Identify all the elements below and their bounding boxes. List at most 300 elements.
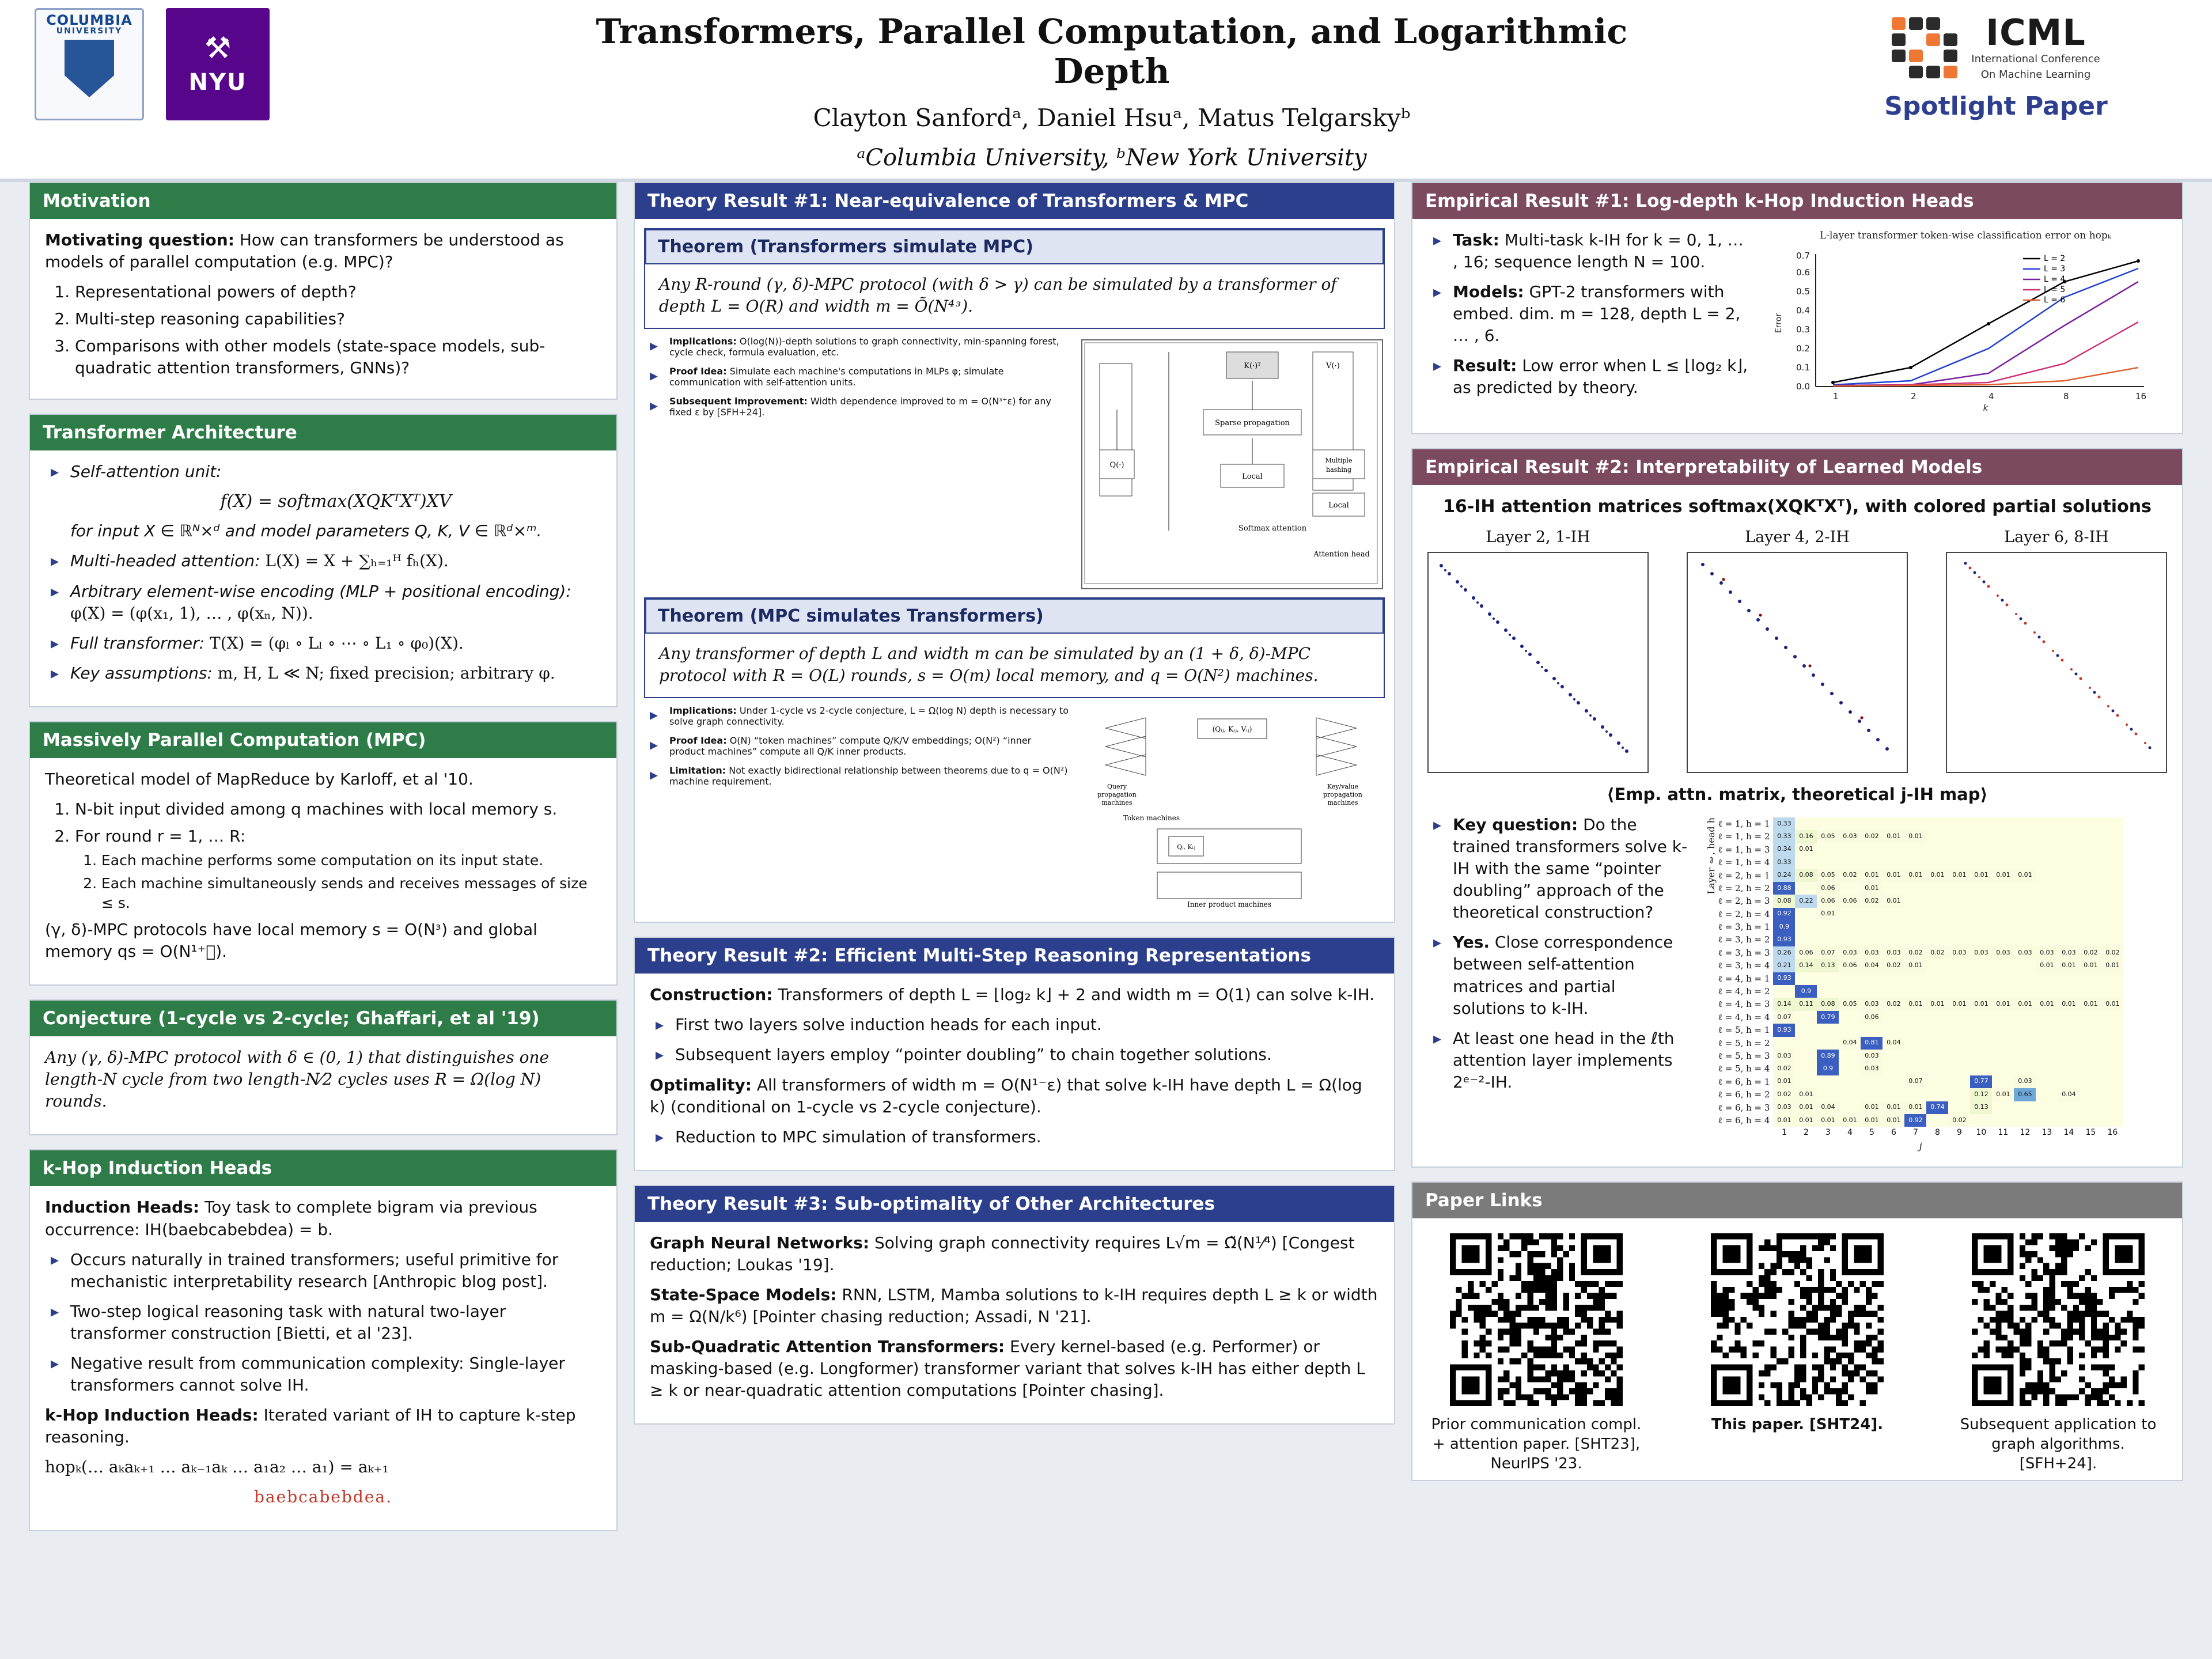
result3-gnn-label: Graph Neural Networks: bbox=[650, 1233, 870, 1252]
result2-construction-text: Transformers of depth L = ⌊log₂ k⌋ + 2 and width m = O(1) can solve k-IH. bbox=[778, 985, 1375, 1005]
heatmap-cell bbox=[1883, 882, 1904, 895]
heatmap-cell bbox=[2080, 985, 2101, 998]
heatmap-cell bbox=[1992, 1011, 2014, 1024]
heatmap-cell bbox=[2080, 1114, 2101, 1127]
title-block bbox=[565, 12, 1659, 171]
heatmap-cell bbox=[1883, 1011, 1904, 1024]
heatmap-cell bbox=[1861, 817, 1883, 830]
emp1-item-0-lead: Task: bbox=[1453, 230, 1499, 249]
heatmap-row bbox=[1718, 1075, 2124, 1088]
heatmap-cell bbox=[1992, 908, 2014, 921]
heatmap-row bbox=[1718, 1101, 2124, 1114]
heatmap-cell: 0.9 bbox=[1817, 1062, 1839, 1075]
heatmap-cell: 0.01 bbox=[2036, 959, 2058, 972]
heatmap-cell bbox=[1992, 1037, 2014, 1050]
khop-induction-label: Induction Heads: bbox=[45, 1198, 200, 1217]
heatmap-cell bbox=[1926, 882, 1948, 895]
heatmap-cell bbox=[1904, 1011, 1926, 1024]
heatmap-cell: 0.93 bbox=[1773, 933, 1795, 946]
heatmap-cell bbox=[2080, 921, 2101, 933]
heatmap-cell bbox=[2080, 1024, 2101, 1036]
section-khop-title: k-Hop Induction Heads bbox=[30, 1150, 616, 1186]
spotlight-badge: Spotlight Paper bbox=[1884, 92, 2108, 121]
heatmap-cell: 0.33 bbox=[1773, 830, 1795, 843]
heatmap-cell: 0.01 bbox=[1883, 869, 1904, 882]
theorem-1-title: Theorem (Transformers simulate MPC) bbox=[645, 229, 1384, 264]
heatmap-cell: 0.03 bbox=[1861, 1050, 1883, 1062]
list-item bbox=[644, 765, 1069, 787]
motivation-question-text: How can transformers be understood as models of parallel computation (e.g. MPC)? bbox=[45, 230, 564, 272]
section-theory-result-1 bbox=[634, 182, 1395, 923]
heatmap-cell: 0.01 bbox=[1926, 998, 1948, 1010]
heatmap-cell bbox=[2101, 830, 2123, 843]
heatmap-cell bbox=[1839, 1088, 1861, 1101]
thm2-item-1-lead: Proof Idea: bbox=[669, 735, 727, 747]
heatmap-cell bbox=[2080, 843, 2101, 856]
svg-text:hashing: hashing bbox=[1325, 466, 1352, 474]
mpc-list bbox=[45, 798, 601, 913]
svg-text:(Qᵢⱼ, Kᵢⱼ, Vᵢⱼ): (Qᵢⱼ, Kᵢⱼ, Vᵢⱼ) bbox=[1212, 725, 1252, 734]
heatmap-cell: 0.03 bbox=[1883, 946, 1904, 959]
heatmap-cell: 0.02 bbox=[1948, 1114, 1970, 1127]
heatmap-xtick: 10 bbox=[1976, 1128, 1987, 1138]
heatmap-cell bbox=[1948, 972, 1970, 985]
attention-matrix-3 bbox=[1946, 527, 2167, 773]
heatmap-cell: 0.03 bbox=[2036, 946, 2058, 959]
section-theory-result-2 bbox=[634, 937, 1395, 1171]
heatmap-cell bbox=[1817, 856, 1839, 869]
heatmap-row-label: ℓ = 4, h = 4 bbox=[1718, 1012, 1770, 1022]
svg-text:Local: Local bbox=[1242, 472, 1263, 482]
khop-formula: hopₖ(… aₖaₖ₊₁ … aₖ₋₁aₖ … a₁a₂ … a₁) = aₖ₊₁ bbox=[45, 1457, 389, 1477]
heatmap-cell: 0.08 bbox=[1817, 998, 1839, 1010]
heatmap-cell: 0.01 bbox=[1883, 1114, 1904, 1127]
heatmap-cell: 0.04 bbox=[1817, 1101, 1839, 1114]
heatmap-cell: 0.01 bbox=[1926, 869, 1948, 882]
heatmap-cell bbox=[1948, 1011, 1970, 1024]
heatmap-cell bbox=[1992, 933, 2014, 946]
heatmap-cell bbox=[1839, 1062, 1861, 1075]
torch-icon: ⚒ bbox=[204, 31, 232, 66]
heatmap-cell: 0.77 bbox=[1970, 1075, 1992, 1088]
icml-wordmark: ICML bbox=[1986, 12, 2086, 54]
arch-item-4-after: m, H, L ≪ N; fixed precision; arbitrary φ. bbox=[217, 663, 555, 683]
heatmap-cell: 0.01 bbox=[1861, 1101, 1883, 1114]
attention-matrix-1-plot bbox=[1427, 552, 1649, 773]
heatmap-cell bbox=[1861, 843, 1883, 856]
heatmap-xtick: 13 bbox=[2041, 1128, 2052, 1138]
svg-text:Q(·): Q(·) bbox=[1109, 461, 1124, 470]
heatmap-cell bbox=[2080, 1062, 2101, 1075]
heatmap-cell bbox=[1795, 921, 1817, 933]
heatmap-cell bbox=[2058, 895, 2080, 907]
heatmap-cell bbox=[1817, 972, 1839, 985]
heatmap-cell bbox=[1926, 1050, 1948, 1062]
heatmap-row-label: ℓ = 2, h = 1 bbox=[1718, 870, 1770, 881]
heatmap-cell bbox=[1883, 1062, 1904, 1075]
heatmap-cell bbox=[2014, 1024, 2036, 1036]
heatmap-cell bbox=[1817, 985, 1839, 998]
section-architecture-title: Transformer Architecture bbox=[30, 415, 616, 450]
heatmap-cell bbox=[1883, 1088, 1904, 1101]
heatmap-row-label: ℓ = 3, h = 4 bbox=[1718, 960, 1770, 971]
heatmap-cell: 0.01 bbox=[2058, 959, 2080, 972]
heatmap-cell bbox=[1926, 895, 1948, 907]
section-theory-result-3 bbox=[634, 1185, 1395, 1425]
heatmap-cell bbox=[2101, 869, 2123, 882]
section-theory-result-3-title: Theory Result #3: Sub-optimality of Other Architectures bbox=[635, 1186, 1394, 1222]
heatmap-cell bbox=[1926, 908, 1948, 921]
heatmap-cell: 0.33 bbox=[1773, 817, 1795, 830]
heatmap-cell bbox=[1817, 921, 1839, 933]
heatmap-cell bbox=[1970, 1062, 1992, 1075]
heatmap-cell bbox=[2036, 856, 2058, 869]
heatmap-cell bbox=[2101, 895, 2123, 907]
heatmap-cell bbox=[1992, 882, 2014, 895]
heatmap-row bbox=[1718, 959, 2124, 972]
heatmap-cell bbox=[1970, 933, 1992, 946]
heatmap-row-label: ℓ = 2, h = 4 bbox=[1718, 908, 1770, 919]
heatmap-cell: 0.01 bbox=[1970, 869, 1992, 882]
heatmap-cell bbox=[1992, 985, 2014, 998]
heatmap-row-label: ℓ = 6, h = 4 bbox=[1718, 1115, 1770, 1126]
figure-transformer-simulates-mpc bbox=[1081, 339, 1383, 589]
list-item: ▸ Occurs naturally in trained transformers; useful primitive for mechanistic interpretability research [Anthropic blog post]. bbox=[45, 1249, 601, 1293]
heatmap-cell bbox=[2036, 1114, 2058, 1127]
heatmap-cell bbox=[2080, 817, 2101, 830]
qr-code-this-paper-icon[interactable] bbox=[1711, 1233, 1884, 1406]
svg-text:Multiple: Multiple bbox=[1325, 457, 1353, 465]
heatmap-cell bbox=[1773, 985, 1795, 998]
heatmap-cell: 0.92 bbox=[1904, 1114, 1926, 1127]
heatmap-cell bbox=[1861, 1075, 1883, 1088]
heatmap-cell bbox=[2036, 817, 2058, 830]
heatmap-cell: 0.79 bbox=[1817, 1011, 1839, 1024]
heatmap-row-label: ℓ = 6, h = 2 bbox=[1718, 1089, 1770, 1100]
heatmap-axis-pad bbox=[1718, 1127, 1774, 1139]
heatmap-cell: 0.08 bbox=[1773, 895, 1795, 907]
heatmap-cell bbox=[1948, 1088, 1970, 1101]
heatmap-cell bbox=[1904, 985, 1926, 998]
result3-ssm-label: State-Space Models: bbox=[650, 1285, 837, 1304]
heatmap-cell: 0.03 bbox=[2014, 1075, 2036, 1088]
list-item: 1. Representational powers of depth? bbox=[75, 281, 601, 303]
heatmap-ylabel: Layer ℓ, head h bbox=[1706, 817, 1717, 895]
list-item bbox=[644, 735, 1069, 757]
heatmap-cell bbox=[1992, 830, 2014, 843]
mpc-item-1-text: For round r = 1, … R: bbox=[75, 826, 246, 846]
heatmap-cell bbox=[2036, 1024, 2058, 1036]
svg-text:0.6: 0.6 bbox=[1796, 267, 1810, 278]
architecture-list bbox=[45, 461, 601, 684]
heatmap-cell: 0.01 bbox=[1795, 843, 1817, 856]
heatmap-cell: 0.03 bbox=[1861, 998, 1883, 1010]
list-item bbox=[644, 396, 1069, 418]
heatmap-cell bbox=[1839, 972, 1861, 985]
heatmap-cell bbox=[1970, 830, 1992, 843]
thm1-item-0-text: O(log(N))-depth solutions to graph connectivity, min-spanning forest, cycle check, formula evaluation, etc. bbox=[669, 336, 1059, 358]
heatmap-cell bbox=[2058, 869, 2080, 882]
heatmap-cell: 0.14 bbox=[1773, 998, 1795, 1010]
emp2-item-0-lead: Key question: bbox=[1453, 815, 1578, 834]
heatmap-cell bbox=[1948, 895, 1970, 907]
heatmap-cell: 0.01 bbox=[1904, 998, 1926, 1010]
list-item: 1. N-bit input divided among q machines with local memory s. bbox=[75, 798, 601, 820]
svg-text:16: 16 bbox=[2135, 391, 2147, 402]
heatmap-cell: 0.06 bbox=[1861, 1011, 1883, 1024]
svg-text:Softmax attention: Softmax attention bbox=[1238, 524, 1307, 533]
heatmap-cell bbox=[1970, 985, 1992, 998]
heatmap-cell bbox=[2036, 1101, 2058, 1114]
svg-text:0.0: 0.0 bbox=[1796, 381, 1810, 392]
heatmap-cell: 0.01 bbox=[2101, 998, 2123, 1010]
heatmap-cell: 0.24 bbox=[1773, 869, 1795, 882]
heatmap-cell bbox=[1970, 817, 1992, 830]
heatmap-cell bbox=[2058, 856, 2080, 869]
heatmap-cell bbox=[1795, 1062, 1817, 1075]
list-item: ▸ Subsequent layers employ “pointer doubling” to chain together solutions. bbox=[650, 1044, 1379, 1066]
heatmap-cell bbox=[2036, 1062, 2058, 1075]
svg-text:0.4: 0.4 bbox=[1796, 305, 1810, 316]
heatmap-row bbox=[1718, 972, 2124, 985]
heatmap-cell: 0.02 bbox=[2101, 946, 2123, 959]
heatmap-row-label: ℓ = 5, h = 3 bbox=[1718, 1050, 1770, 1061]
heatmap-cell bbox=[1795, 1075, 1817, 1088]
heatmap-cell bbox=[2014, 933, 2036, 946]
heatmap-cell: 0.01 bbox=[1817, 908, 1839, 921]
heatmap-xtick: 9 bbox=[1956, 1128, 1962, 1138]
heatmap-cell: 0.04 bbox=[2058, 1088, 2080, 1101]
emp2-item-1-lead: Yes. bbox=[1453, 933, 1490, 952]
heatmap-cell: 0.06 bbox=[1817, 895, 1839, 907]
heatmap-cell bbox=[2014, 1011, 2036, 1024]
heatmap-cell bbox=[1948, 959, 1970, 972]
heatmap-cell bbox=[2080, 1037, 2101, 1050]
qr-code-prior-icon[interactable] bbox=[1450, 1233, 1623, 1406]
svg-text:L = 2: L = 2 bbox=[2044, 254, 2066, 264]
list-item bbox=[644, 366, 1069, 388]
section-empirical-1 bbox=[1411, 182, 2183, 434]
attention-matrix-1-label: Layer 2, 1-IH bbox=[1486, 528, 1590, 546]
heatmap-cell bbox=[1992, 972, 2014, 985]
list-item bbox=[45, 550, 601, 572]
section-mpc-title: Massively Parallel Computation (MPC) bbox=[30, 722, 616, 758]
heatmap-cell bbox=[2101, 921, 2123, 933]
svg-text:8: 8 bbox=[2063, 391, 2069, 402]
qr-item-subsequent[interactable] bbox=[1952, 1233, 2165, 1474]
heatmap-cell bbox=[2036, 908, 2058, 921]
svg-text:Inner product machines: Inner product machines bbox=[1187, 900, 1272, 909]
svg-text:machines: machines bbox=[1327, 799, 1358, 807]
heatmap-cell bbox=[2014, 1037, 2036, 1050]
heatmap-cell bbox=[1795, 1024, 1817, 1036]
heatmap-row-label: ℓ = 3, h = 1 bbox=[1718, 922, 1770, 933]
list-item bbox=[1427, 931, 1692, 1019]
svg-text:Error: Error bbox=[1774, 313, 1783, 334]
heatmap-cell bbox=[2058, 933, 2080, 946]
heatmap-cell bbox=[1839, 1101, 1861, 1114]
theorem-1-implications-list bbox=[644, 336, 1069, 418]
heatmap-cell bbox=[2080, 1101, 2101, 1114]
svg-text:Local: Local bbox=[1328, 501, 1349, 510]
heatmap-row bbox=[1718, 1037, 2124, 1050]
heatmap-cell bbox=[1861, 921, 1883, 933]
heatmap-cell bbox=[2058, 1101, 2080, 1114]
heatmap-cell bbox=[2036, 1037, 2058, 1050]
heatmap-cell: 0.01 bbox=[1883, 895, 1904, 907]
heatmap-cell bbox=[1926, 817, 1948, 830]
heatmap-xtick: 6 bbox=[1891, 1128, 1896, 1138]
heatmap-cell bbox=[1904, 933, 1926, 946]
heatmap-cell: 0.01 bbox=[1904, 1101, 1926, 1114]
heatmap-cell bbox=[1926, 1024, 1948, 1036]
heatmap-row bbox=[1718, 843, 2124, 856]
heatmap-cell: 0.02 bbox=[1926, 946, 1948, 959]
arch-item-2-lead: Arbitrary element-wise encoding (MLP + positional encoding): bbox=[70, 581, 571, 601]
svg-text:Token machines: Token machines bbox=[1123, 814, 1180, 823]
attention-matrix-1 bbox=[1427, 527, 1649, 773]
svg-text:Attention head: Attention head bbox=[1313, 550, 1370, 559]
list-item: ▸ First two layers solve induction heads for each input. bbox=[650, 1014, 1379, 1036]
heatmap-cell: 0.01 bbox=[1773, 1075, 1795, 1088]
heatmap-cell bbox=[2058, 830, 2080, 843]
figure-mpc-simulates-transformer bbox=[1082, 711, 1382, 918]
heatmap-cell bbox=[1970, 895, 1992, 907]
heatmap-row bbox=[1718, 856, 2124, 869]
emp1-item-2-text: Low error when L ≤ ⌊log₂ k⌋, as predicted by theory. bbox=[1453, 356, 1748, 397]
emp2-item-1-text: Close correspondence between self-attention matrices and partial solutions to k-IH. bbox=[1453, 933, 1673, 1018]
heatmap-cell bbox=[2036, 1050, 2058, 1062]
heatmap-cell bbox=[2014, 895, 2036, 907]
heatmap-cell bbox=[1904, 972, 1926, 985]
heatmap-cell bbox=[1904, 882, 1926, 895]
theorem-1-body: Any R-round (γ, δ)-MPC protocol (with δ > γ) can be simulated by a transformer of depth L = O(R) and width m = Õ(N⁴ᶟ). bbox=[659, 275, 1337, 316]
heatmap-cell: 0.01 bbox=[1904, 830, 1926, 843]
heatmap-cell bbox=[2058, 908, 2080, 921]
khop-text: Iterated variant of IH to capture k-step reasoning. bbox=[45, 1406, 576, 1447]
heatmap-cell bbox=[1926, 856, 1948, 869]
heatmap-xtick: 3 bbox=[1825, 1128, 1831, 1138]
heatmap-cell bbox=[1992, 1050, 2014, 1062]
list-item bbox=[644, 336, 1069, 358]
heatmap-cell: 0.03 bbox=[1970, 946, 1992, 959]
heatmap-cell: 0.02 bbox=[1861, 895, 1883, 907]
error-vs-k-chart bbox=[1764, 229, 2167, 419]
section-empirical-1-title: Empirical Result #1: Log-depth k-Hop Induction Heads bbox=[1412, 183, 2182, 219]
result2-construction-label: Construction: bbox=[650, 985, 773, 1005]
heatmap-cell: 0.07 bbox=[1817, 946, 1839, 959]
list-item: 1. Each machine performs some computation on its input state. bbox=[101, 851, 601, 870]
heatmap-cell bbox=[1839, 817, 1861, 830]
heatmap-cell bbox=[1970, 959, 1992, 972]
heatmap-cell bbox=[1926, 1114, 1948, 1127]
attention-matrix-2-plot bbox=[1687, 552, 1908, 773]
heatmap-cell: 0.01 bbox=[1795, 1088, 1817, 1101]
list-item bbox=[45, 581, 601, 624]
result3-sub-text: Every kernel-based (e.g. Performer) or masking-based (e.g. Longformer) transformer variant that solves k-IH has either depth L ≥ k or near-quadratic attention computations [Pointer chasing]. bbox=[650, 1337, 1365, 1400]
heatmap-cell: 0.01 bbox=[1883, 1101, 1904, 1114]
heatmap-cell: 0.02 bbox=[1883, 998, 1904, 1010]
section-conjecture-title: Conjecture (1-cycle vs 2-cycle; Ghaffari, et al '19) bbox=[30, 1001, 616, 1036]
heatmap-cell bbox=[1992, 1024, 2014, 1036]
heatmap-row bbox=[1718, 1024, 2124, 1036]
heatmap-cell bbox=[2058, 1024, 2080, 1036]
heatmap-cell: 0.03 bbox=[1992, 946, 2014, 959]
heatmap-cell bbox=[2080, 972, 2101, 985]
arch-item-0-formula: f(X) = softmax(XQKᵀXᵀ)XV bbox=[220, 491, 452, 512]
mpc-closing: (γ, δ)-MPC protocols have local memory s = O(Nᶟ) and global memory qs = O(N¹⁺᷾). bbox=[45, 920, 537, 961]
heatmap-cell bbox=[1839, 843, 1861, 856]
theorem-2-implications-list bbox=[644, 705, 1069, 787]
heatmap-xtick: 2 bbox=[1803, 1128, 1809, 1138]
section-motivation-title: Motivation bbox=[30, 183, 616, 219]
heatmap-cell bbox=[1926, 921, 1948, 933]
result3-gnn-text: Solving graph connectivity requires L√m = Ω̃(N¹⁄⁴) [Congest reduction; Loukas '19]. bbox=[650, 1233, 1355, 1274]
thm2-item-0-lead: Implications: bbox=[669, 705, 737, 717]
qr-item-this-paper[interactable] bbox=[1691, 1233, 1904, 1474]
heatmap-cell bbox=[1970, 1050, 1992, 1062]
heatmap-cell bbox=[1948, 921, 1970, 933]
heatmap-cell: 0.01 bbox=[2036, 998, 2058, 1010]
qr-code-subsequent-icon[interactable] bbox=[1972, 1233, 2145, 1406]
heatmap-row-label: ℓ = 4, h = 3 bbox=[1718, 999, 1770, 1010]
heatmap-cell bbox=[1839, 1011, 1861, 1024]
conjecture-body: Any (γ, δ)-MPC protocol with δ ∈ (0, 1) that distinguishes one length-N cycle from two length-N⁄2 cycles uses R = Ω(log N) rounds. bbox=[45, 1048, 550, 1111]
heatmap-caption: ⟨Emp. attn. matrix, theoretical j-IH map⟩ bbox=[1607, 784, 1988, 804]
heatmap-cell bbox=[2101, 843, 2123, 856]
thm2-item-2-text: Not exactly bidirectional relationship between theorems due to q = O(N²) machine requirement. bbox=[669, 765, 1068, 787]
qr-item-prior[interactable] bbox=[1430, 1233, 1643, 1474]
heatmap-cell bbox=[2101, 1062, 2123, 1075]
heatmap-cell bbox=[1992, 817, 2014, 830]
heatmap-cell bbox=[1926, 1037, 1948, 1050]
heatmap-cell bbox=[2058, 882, 2080, 895]
heatmap-cell: 0.16 bbox=[1795, 830, 1817, 843]
attention-matrix-3-plot bbox=[1946, 552, 2167, 773]
heatmap-cell bbox=[1970, 921, 1992, 933]
heatmap-cell bbox=[2101, 933, 2123, 946]
list-item: 2. Multi-step reasoning capabilities? bbox=[75, 308, 601, 330]
heatmap-cell bbox=[2101, 1011, 2123, 1024]
result3-ssm-text: RNN, LSTM, Mamba solutions to k-IH requires depth L ≥ k or width m = Ω(N/k⁶) [Pointer chasing reduction; Assadi, N '21]. bbox=[650, 1285, 1378, 1327]
heatmap-row bbox=[1718, 921, 2124, 933]
heatmap-cell bbox=[1795, 882, 1817, 895]
columbia-logo-top: COLUMBIA bbox=[46, 12, 132, 28]
heatmap-cell bbox=[1970, 1011, 1992, 1024]
arch-item-1-after: L(X) = X + ∑ₕ₌₁ᴴ fₕ(X). bbox=[265, 551, 449, 571]
heatmap-cell bbox=[2101, 1024, 2123, 1036]
heatmap-cell bbox=[2080, 895, 2101, 907]
theorem-2-body: Any transformer of depth L and width m can be simulated by an (1 + δ, δ)-MPC protocol with R = O(L) rounds, s = O(m) local memory, and q = O(N²) machines. bbox=[659, 644, 1319, 685]
heatmap-cell bbox=[1773, 1037, 1795, 1050]
heatmap-cell bbox=[1970, 856, 1992, 869]
heatmap-row-label: ℓ = 2, h = 2 bbox=[1718, 882, 1770, 893]
khop-induction-text: Toy task to complete bigram via previous occurrence: IH(baebcabebdea) = b. bbox=[45, 1198, 537, 1239]
heatmap-cell: 0.01 bbox=[2014, 998, 2036, 1010]
heatmap-xtick: 5 bbox=[1869, 1128, 1874, 1138]
heatmap-cell bbox=[2080, 1011, 2101, 1024]
heatmap-cell: 0.01 bbox=[1861, 1114, 1883, 1127]
heatmap-cell: 0.02 bbox=[1773, 1088, 1795, 1101]
motivation-question-label: Motivating question: bbox=[45, 230, 234, 249]
icml-subtitle-line1: International Conference bbox=[1971, 53, 2100, 65]
heatmap-row bbox=[1718, 933, 2124, 946]
heatmap-cell bbox=[1883, 1075, 1904, 1088]
heatmap-cell: 0.04 bbox=[1839, 1037, 1861, 1050]
heatmap-row bbox=[1718, 908, 2124, 921]
heatmap-cell bbox=[2036, 972, 2058, 985]
heatmap-cell bbox=[1948, 1062, 1970, 1075]
